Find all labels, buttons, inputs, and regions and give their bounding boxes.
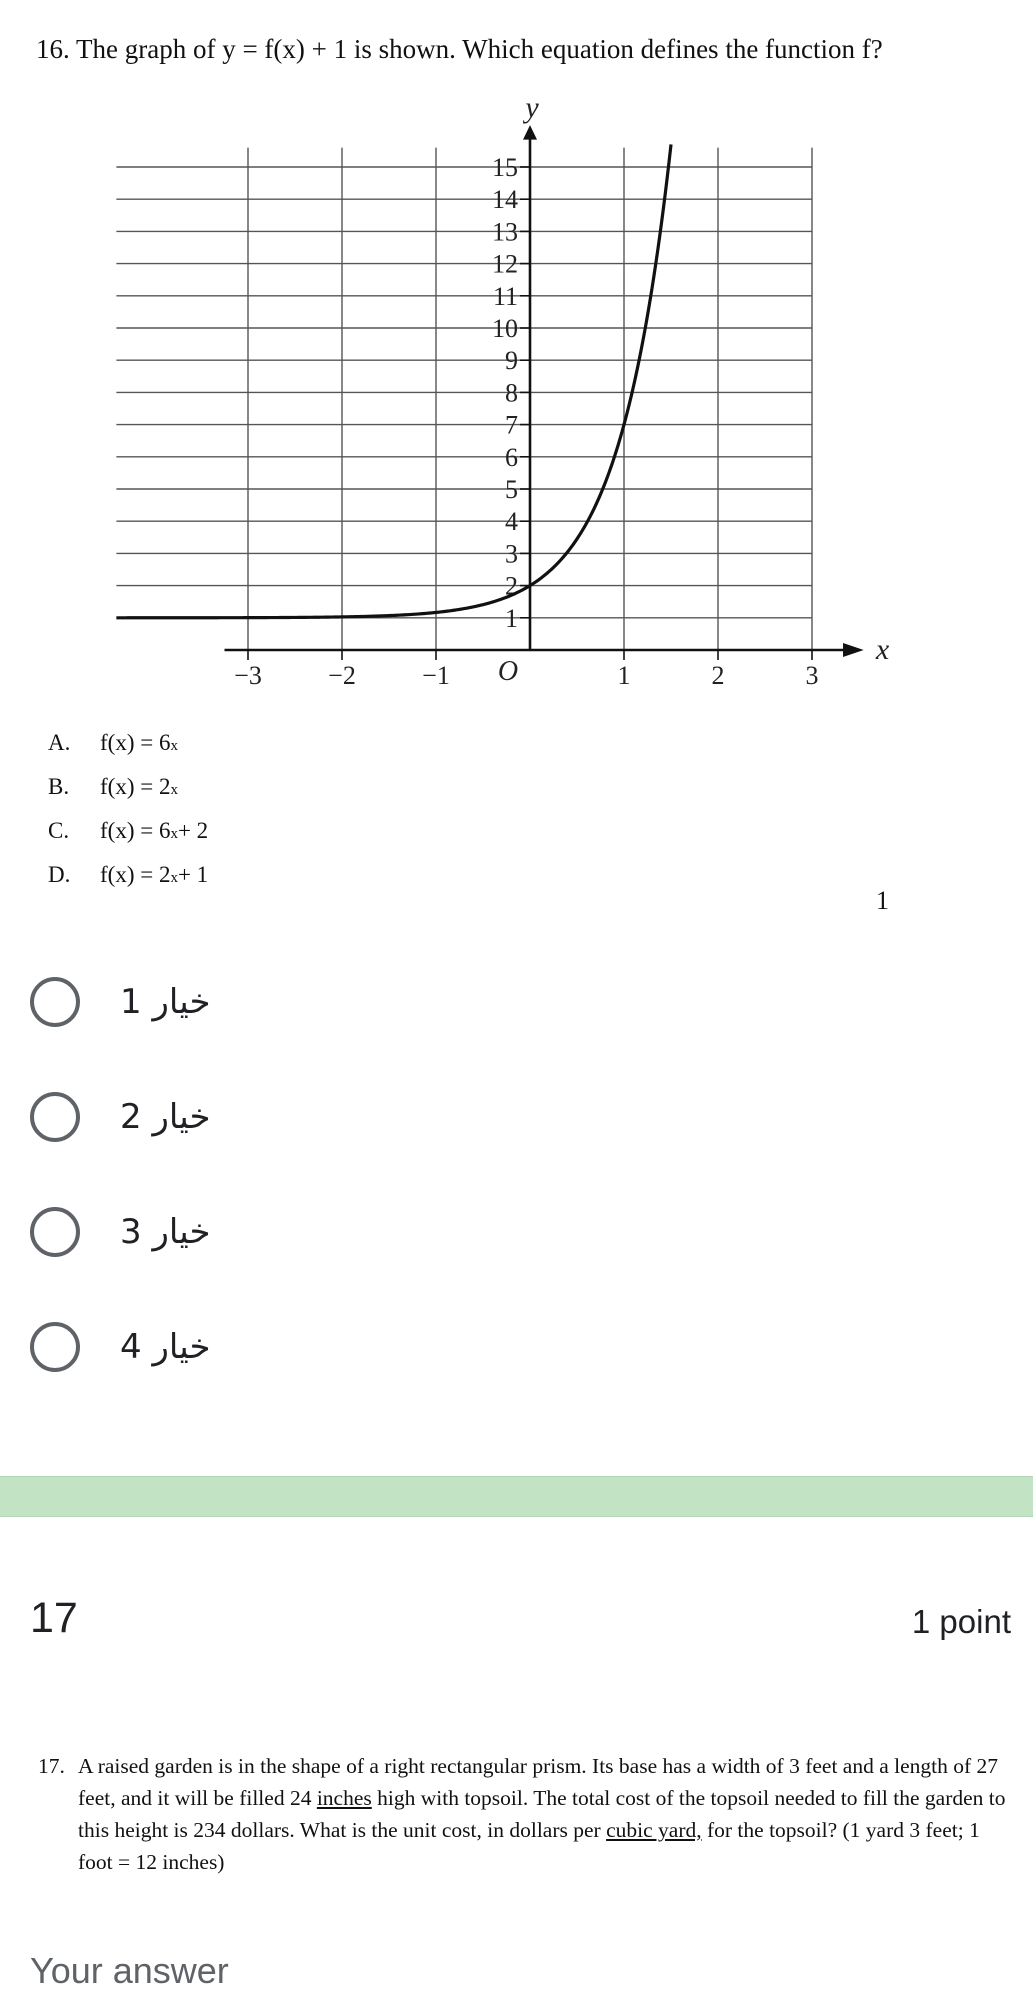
y-tick-label: 2 [505, 571, 518, 601]
y-tick-label: 14 [492, 185, 518, 215]
option-label: 3 خيار [120, 1212, 211, 1252]
y-tick-label: 11 [492, 281, 518, 311]
y-tick-label: 9 [505, 346, 518, 376]
radio-circle-icon[interactable] [30, 1207, 80, 1257]
points-label: 1 point [911, 1603, 1011, 1640]
option-3[interactable] [30, 1202, 211, 1262]
question-16-text: 16. The graph of y = f(x) + 1 is shown. Which equation defines the function f? [36, 34, 883, 64]
function-curve [116, 144, 671, 617]
y-tick-label: 3 [505, 539, 518, 569]
x-tick-label: 3 [805, 661, 819, 690]
choice-b: B. f(x) = 2 x [48, 774, 178, 799]
radio-circle-icon[interactable] [30, 977, 80, 1027]
x-tick-label: −3 [234, 661, 262, 690]
exponential-graph [0, 0, 1033, 700]
x-tick-label: −1 [422, 661, 450, 690]
y-axis-label: y [525, 91, 539, 125]
y-tick-label: 6 [505, 442, 518, 472]
choice-d: D. f(x) = 2 x + 1 [48, 862, 209, 887]
radio-circle-icon[interactable] [30, 1322, 80, 1372]
y-tick-label: 15 [492, 153, 518, 182]
y-tick-label: 12 [492, 249, 518, 279]
question-number: 17 [30, 1594, 78, 1642]
x-tick-label: −2 [328, 661, 356, 690]
x-tick-label: 1 [617, 661, 631, 690]
section-divider [0, 1476, 1033, 1517]
option-label: 4 خيار [120, 1327, 211, 1367]
option-1[interactable] [30, 972, 211, 1032]
option-label: 1 خيار [120, 982, 211, 1022]
answer-choices-list [48, 730, 208, 906]
option-label: 2 خيار [120, 1097, 211, 1137]
radio-circle-icon[interactable] [30, 1092, 80, 1142]
x-axis-arrow [843, 643, 864, 657]
y-tick-label: 5 [505, 475, 518, 504]
choice-a: A. f(x) = 6 x [48, 730, 178, 755]
y-tick-label: 4 [505, 507, 518, 537]
y-tick-label: 7 [505, 410, 518, 440]
stray-mark: 1 [876, 886, 889, 915]
y-tick-label: 10 [492, 314, 518, 343]
y-axis-arrow [523, 125, 537, 139]
graph-grid [116, 148, 812, 650]
answer-input[interactable]: Your answer [30, 1950, 229, 1991]
origin-label: O [497, 656, 519, 687]
option-2[interactable] [30, 1087, 211, 1147]
y-tick-label: 1 [505, 603, 518, 633]
choice-c: C. f(x) = 6 x + 2 [48, 818, 209, 843]
question-17-text: 17. A raised garden is in the shape of a right rectangular prism. Its base has a width of 3 feet and a length of 27 feet, and it will be filled 24 inches high with topsoil. The total cost of the topsoil needed to fill the garden to this height is 234 dollars. What is the unit cost, in dollars per cubic yard, for the topsoil? (1 yard 3 feet; 1 foot = 12 inches) [38, 1754, 1006, 1874]
graph-tick-labels [234, 91, 890, 690]
y-tick-label: 8 [505, 378, 518, 408]
x-tick-label: 2 [711, 661, 725, 690]
x-axis-label: x [875, 633, 890, 666]
option-4[interactable] [30, 1317, 211, 1377]
y-tick-label: 13 [492, 217, 518, 247]
